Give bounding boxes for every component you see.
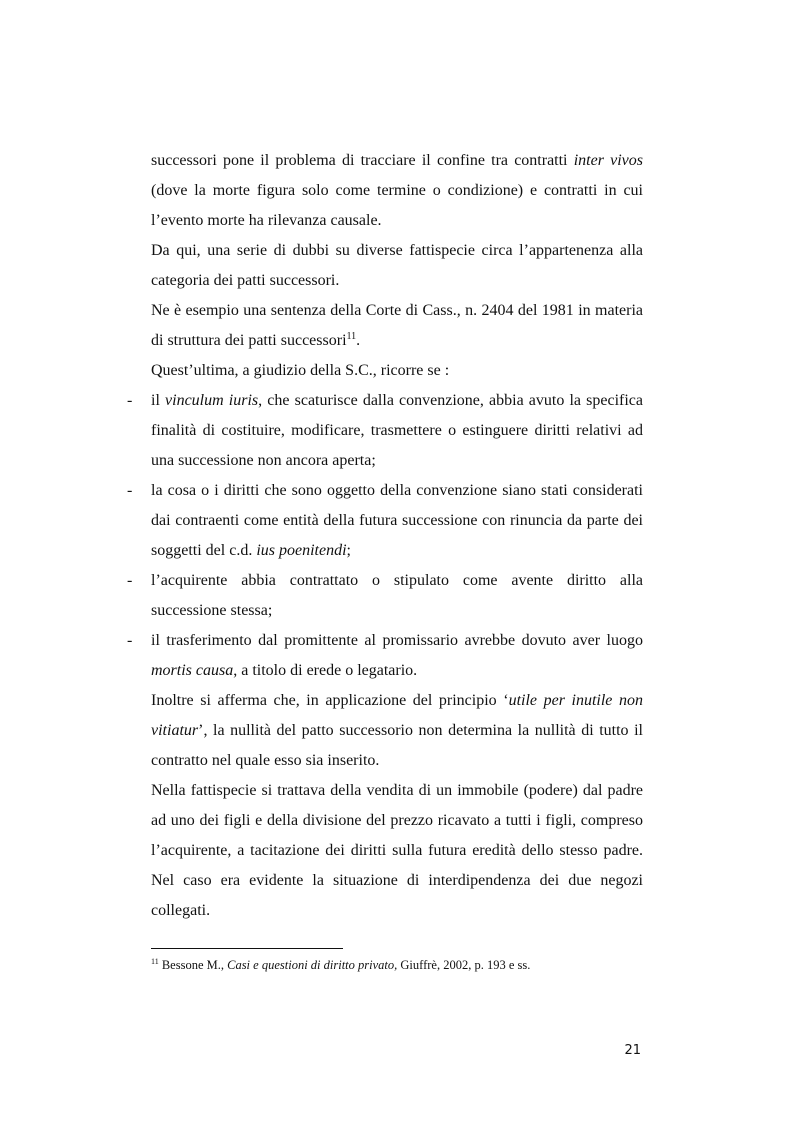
list-dash: - [127, 482, 133, 499]
footnote-text: Bessone M., [158, 958, 228, 972]
list-text: l’acquirente abbia contrattato o stipulato come avente diritto alla successione stessa; [151, 572, 643, 619]
list-item [127, 476, 643, 566]
list-text: il [151, 392, 166, 409]
list-dash: - [127, 392, 133, 409]
page-number: 21 [624, 1043, 641, 1058]
list-dash: - [127, 572, 133, 589]
paragraph-2: Da qui, una serie di dubbi su diverse fattispecie circa l’appartenenza alla categoria dei patti successori. [151, 242, 643, 289]
paragraph-5 [151, 686, 643, 776]
list-item [127, 566, 643, 626]
paragraph-3 [151, 296, 643, 356]
footnote-separator [151, 948, 343, 949]
footnote-number: 11 [151, 957, 159, 966]
italic-term: inter vivos [573, 152, 643, 169]
italic-term: mortis causa [151, 662, 234, 679]
paragraph-text: Ne è esempio una sentenza della Corte di Cass., n. 2404 del 1981 in materia di struttura dei patti successori [151, 302, 643, 349]
conditions-list [127, 386, 644, 686]
list-item [127, 386, 644, 476]
list-item [127, 626, 643, 686]
body-text [127, 146, 644, 926]
list-text: , a titolo di erede o legatario. [233, 662, 418, 679]
paragraph-text: Inoltre si afferma che, in applicazione del principio ‘ [151, 692, 509, 709]
footnote-title: Casi e questioni di diritto privato, [227, 958, 398, 972]
list-dash: - [127, 632, 133, 649]
list-text: , che scaturisce dalla convenzione, abbia avuto la specifica finalità di costituire, modificare, trasmettere o estinguere diritti relativi ad una successione non ancora aperta; [151, 392, 644, 469]
paragraph-6 [151, 776, 643, 926]
list-text: la cosa o i diritti che sono oggetto della convenzione siano stati considerati dai contraenti come entità della futura successione con rinuncia da parte dei soggetti del c.d. [151, 482, 643, 559]
paragraph-text: . [356, 332, 361, 349]
paragraph-text: ’, la nullità del patto successorio non determina la nullità di tutto il contratto nel quale esso sia inserito. [151, 722, 643, 769]
list-text: ; [346, 542, 351, 559]
italic-term: ius poenitendi [256, 542, 347, 559]
footnote-reference[interactable]: 11 [346, 331, 357, 342]
paragraph-1 [151, 146, 643, 236]
paragraph-4: Quest’ultima, a giudizio della S.C., ricorre se : [151, 362, 450, 379]
footnote [151, 956, 643, 974]
list-text: il trasferimento dal promittente al promissario avrebbe dovuto aver luogo [151, 632, 643, 649]
footnote-text: Giuffrè, 2002, p. 193 e ss. [397, 958, 531, 972]
italic-term: vinculum iuris [165, 392, 259, 409]
paragraph-text: (dove la morte figura solo come termine o condizione) e contratti in cui l’evento morte ha rilevanza causale. [151, 182, 643, 229]
paragraph-text: successori pone il problema di tracciare il confine tra contratti [151, 152, 574, 169]
paragraph-text: Nella fattispecie si trattava della vendita di un immobile (podere) dal padre ad uno dei figli e della divisione del prezzo ricavato a tutti i figli, compreso l’acquirente, a tacitazione dei diritti sulla futura eredità dello stesso padre. Nel caso era evidente la situazione di interdipendenza dei due negozi collegati. [151, 782, 643, 919]
italic-term: utile per inutile non vitiatur [151, 692, 643, 739]
